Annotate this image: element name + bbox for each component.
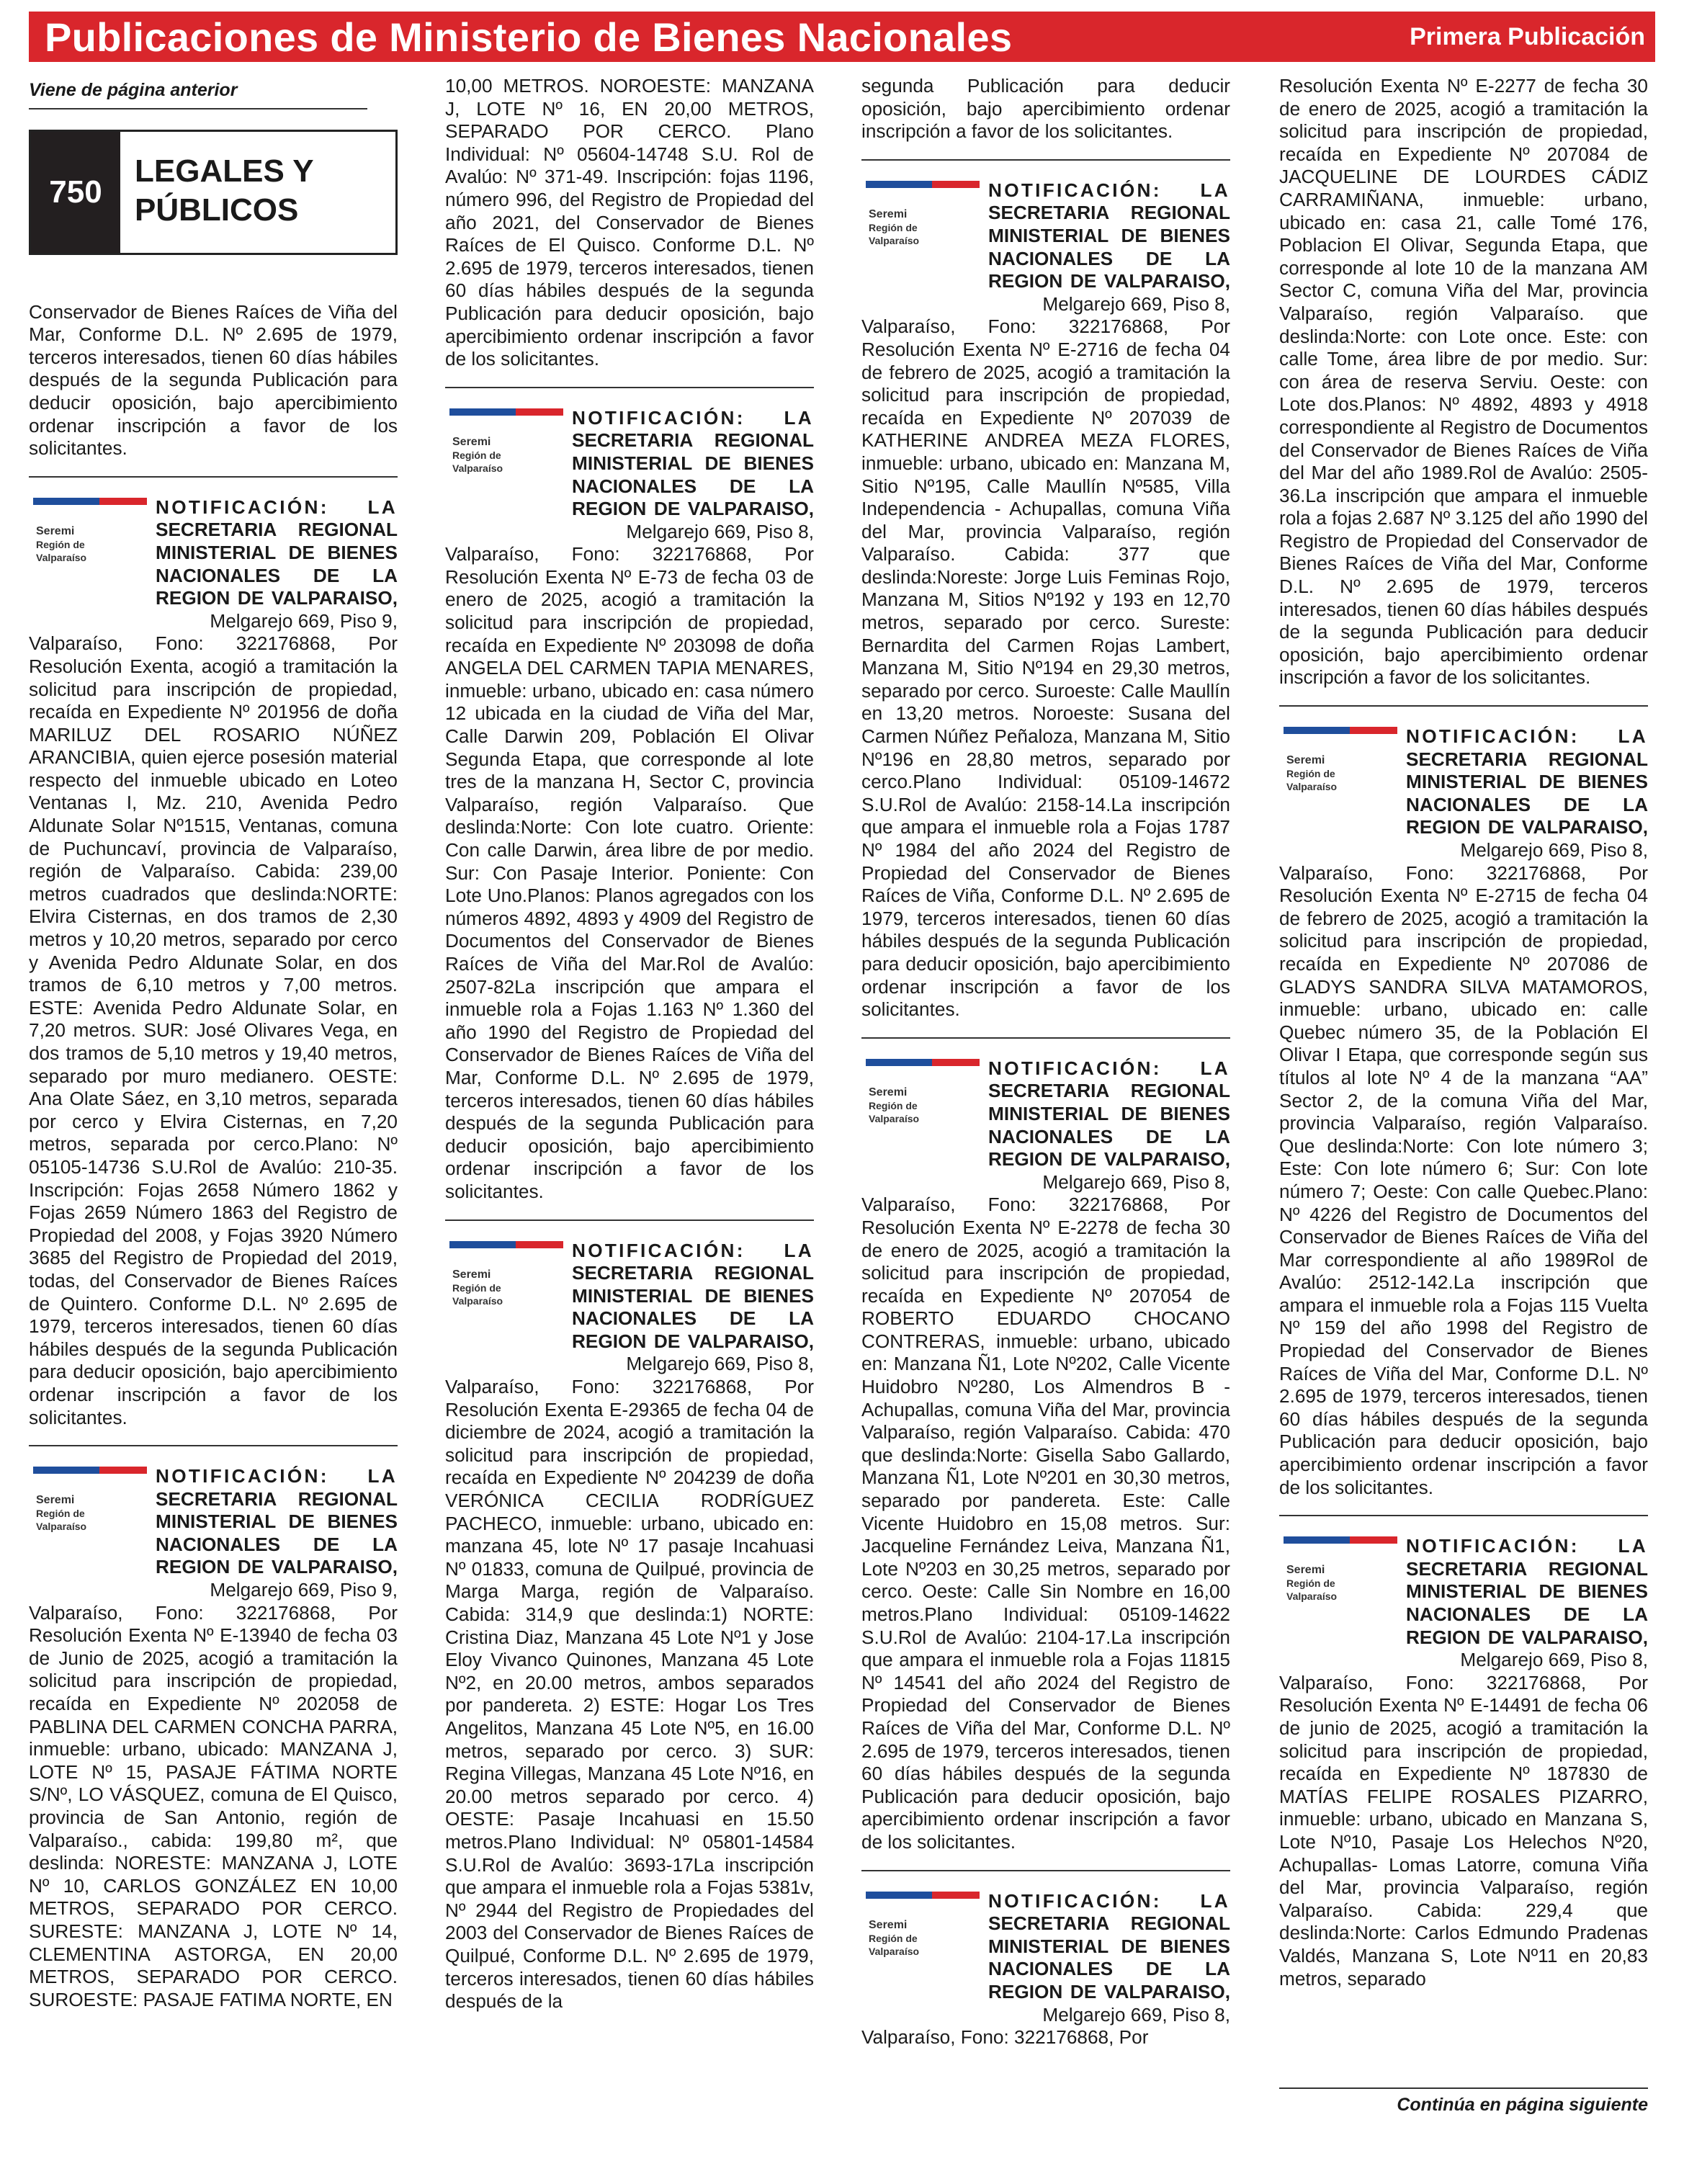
section-name-line-1: LEGALES Y bbox=[135, 153, 314, 189]
logo-text-line: Seremi bbox=[869, 207, 908, 220]
seremi-logo bbox=[1279, 1535, 1406, 1644]
seremi-logo bbox=[861, 1057, 988, 1167]
notice-address: Melgarejo 669, Piso 9, bbox=[210, 1579, 398, 1601]
section-box bbox=[29, 130, 398, 255]
continued-text: Resolución Exenta Nº E-2277 de fecha 30 de enero de 2025, acogió a tramitación la solicitud para inscripción de propiedad, recaída en Expediente Nº 207084 de JACQUELINE DE LOURDES CÁDIZ CARRAMIÑANA, inmueble: urbano, ubicado en: casa 21, calle Tomé 176, Poblacion El Olivar, Segunda Etapa, que corresponde al lote 10 de la manzana AM Sector C, comuna Viña del Mar, provincia Valparaíso, región Valparaíso. que deslinda:Norte: con Lote once. Este: con calle Tome, área libre de por medio. Sur: con área de reserva Serviu. Oeste: con Lote dos.Planos: Nº 4892, 4893 y 4918 correspondiente al Registro de Documentos del Conservador de Bienes Raíces de Viña del Mar del año 1989.Rol de Avalúo: 2505-36.La inscripción que ampara el inmueble rola a fojas 2.687 Nº 3.125 del año 1990 del Registro de Propiedad del Conservador de Bienes Raíces de Viña del Mar, Conforme D.L. Nº 2.695 de 1979, terceros interesados, tienen 60 días hábiles después de la segunda Publicación para deducir oposición, bajo apercibimiento ordenar inscripción a favor de los solicitantes. bbox=[1279, 75, 1648, 689]
column-1 bbox=[29, 75, 398, 2157]
seremi-logo bbox=[29, 1465, 156, 1575]
logo-text-line: Seremi bbox=[36, 1494, 75, 1507]
notice-title: NOTIFICACIÓN: LA SECRETARIA REGIONAL MINISTERIAL DE BIENES NACIONALES DE LA REGION DE VALPARAISO, Melgarejo 669, Piso 8, bbox=[988, 179, 1230, 315]
notice bbox=[861, 179, 1230, 1021]
notice-body: Valparaíso, Fono: 322176868, Por Resolución Exenta Nº E-13940 de fecha 03 de Junio de 2025, acogió a tramitación la solicitud para inscripción de propiedad, recaída en Expediente Nº 202058 de PABLINA DEL CARMEN CONCHA PARRA, inmueble: urbano, ubicado: MANZANA J, LOTE Nº 15, PASAJE FÁTIMA NORTE S/Nº, LO VÁSQUEZ, comuna de El Quisco, provincia de San Antonio, región de Valparaíso., cabida: 199,80 m², que deslinda: NORESTE: MANZANA J, LOTE Nº 10, CARLOS GONZÁLEZ EN 10,00 METROS, SEPARADO POR CERCO. SURESTE: MANZANA J, LOTE Nº 14, CLEMENTINA ASTORGA, EN 20,00 METROS, SEPARADO POR CERCO. SUROESTE: PASAJE FATIMA NORTE, EN bbox=[29, 1601, 398, 2010]
chile-flag-stripe bbox=[1284, 727, 1397, 734]
notice-title: NOTIFICACIÓN: LA SECRETARIA REGIONAL MINISTERIAL DE BIENES NACIONALES DE LA REGION DE VALPARAISO, Melgarejo 669, Piso 8, bbox=[1406, 1535, 1648, 1671]
column-4 bbox=[1279, 75, 1648, 2157]
chile-flag-stripe bbox=[449, 408, 563, 416]
notice-address: Melgarejo 669, Piso 8, bbox=[626, 520, 814, 542]
intro-text: Conservador de Bienes Raíces de Viña del Mar, Conforme D.L. Nº 2.695 de 1979, terceros interesados, tienen 60 días hábiles después de la segunda Publicación para deducir oposición, bajo apercibimiento ordenar inscripción a favor de los solicitantes. bbox=[29, 300, 398, 460]
logo-text-line: Seremi bbox=[452, 435, 491, 448]
notice-address: Melgarejo 669, Piso 8, bbox=[1042, 292, 1230, 315]
separator bbox=[29, 476, 398, 478]
chile-flag-stripe bbox=[866, 181, 980, 188]
separator bbox=[861, 1870, 1230, 1871]
seremi-logo bbox=[861, 1890, 988, 2000]
separator bbox=[29, 1445, 398, 1446]
logo-text-line: Valparaíso bbox=[452, 462, 503, 474]
logo-text-line: Región de bbox=[869, 221, 918, 233]
chile-flag-stripe bbox=[33, 498, 147, 505]
notice-title: NOTIFICACIÓN: LA SECRETARIA REGIONAL MINISTERIAL DE BIENES NACIONALES DE LA REGION DE VALPARAISO, Melgarejo 669, Piso 8, bbox=[572, 406, 814, 542]
logo-text-line: Seremi bbox=[36, 524, 75, 537]
separator bbox=[861, 1037, 1230, 1039]
continued-on-note: Continúa en página siguiente bbox=[1279, 2087, 1648, 2116]
notice bbox=[29, 496, 398, 1429]
logo-text-line: Valparaíso bbox=[452, 1294, 503, 1307]
column-3 bbox=[861, 75, 1230, 2157]
chile-flag-stripe bbox=[866, 1059, 980, 1066]
chile-flag-stripe bbox=[1284, 1536, 1397, 1544]
publication-label: Primera Publicación bbox=[1410, 22, 1645, 50]
logo-text-line: Valparaíso bbox=[869, 234, 920, 246]
separator bbox=[1279, 705, 1648, 707]
logo-text-line: Valparaíso bbox=[36, 1521, 87, 1533]
seremi-logo bbox=[445, 407, 572, 516]
logo-text-line: Región de bbox=[36, 538, 85, 550]
notice-body: Valparaíso, Fono: 322176868, Por Resolución Exenta Nº E-73 de fecha 03 de enero de 2025, acogió a tramitación la solicitud para inscripción de propiedad, recaída en Expediente Nº 203098 de doña ANGELA DEL CARMEN TAPIA MENARES, inmueble: urbano, ubicado en: casa número 12 ubicada en la ciudad de Viña del Mar, Calle Darwin 209, Población El Olivar Segunda Etapa, que corresponde al lote tres de la manzana H, Sector C, provincia Valparaíso, región Valparaíso. Que deslinda:Norte: Con lote cuatro. Oriente: Con calle Darwin, área libre de por medio. Sur: Con Pasaje Interior. Poniente: Con Lote Uno.Planos: Planos agregados con los números 4892, 4893 y 4909 del Registro de Documentos del Conservador de Bienes Raíces de Viña del Mar.Rol de Avalúo: 2507-82La inscripción que ampara el inmueble rola a Fojas 1.163 Nº 1.360 del año 1990 del Registro de Propiedad del Conservador de Bienes Raíces de Viña del Mar, Conforme D.L. Nº 2.695 de 1979, terceros interesados, tienen 60 días hábiles después de la segunda Publicación para deducir oposición, bajo apercibimiento ordenar inscripción a favor de los solicitantes. bbox=[445, 543, 814, 1202]
notice-title: NOTIFICACIÓN: LA SECRETARIA REGIONAL MINISTERIAL DE BIENES NACIONALES DE LA REGION DE VALPARAISO, Melgarejo 669, Piso 9, bbox=[156, 1465, 398, 1601]
seremi-logo bbox=[861, 179, 988, 289]
separator bbox=[445, 1219, 814, 1221]
seremi-logo bbox=[445, 1240, 572, 1349]
notice-address: Melgarejo 669, Piso 8, bbox=[1460, 839, 1648, 861]
notice-body: Valparaíso, Fono: 322176868, Por Resolución Exenta Nº E-2716 de fecha 04 de febrero de 2025, acogió a tramitación la solicitud para inscripción de propiedad, recaída en Expediente Nº 207039 de KATHERINE ANDREA MEZA FLORES, inmueble: urbano, ubicado en: Manzana M, Sitio Nº195, Calle Maullín Nº585, Villa Independencia - Achupallas, comuna Viña del Mar, provincia Valparaíso, región Valparaíso. Cabida: 377 que deslinda:Noreste: Jorge Luis Feminas Rojo, Manzana M, Sitios Nº192 y 193 en 12,70 metros, separado por cerco. Sureste: Bernardita del Carmen Rojas Lambert, Manzana M, Sitio Nº194 en 29,30 metros, separado por cerco. Suroeste: Calle Maullín en 13,20 metros. Noroeste: Susana del Carmen Núñez Peñaloza, Manzana M, Sitio Nº196 en 28,80 metros, separado por cerco.Plano Individual: 05109-14672 S.U.Rol de Avalúo: 2158-14.La inscripción que ampara el inmueble rola a Fojas 1787 Nº 1984 del año 2024 del Registro de Propiedad del Conservador de Bienes Raíces de Viña, Conforme D.L. Nº 2.695 de 1979, terceros interesados, tienen 60 días hábiles después de la segunda Publicación para deducir oposición, bajo apercibimiento ordenar inscripción a favor de los solicitantes. bbox=[861, 315, 1230, 1021]
chile-flag-stripe bbox=[449, 1241, 563, 1248]
logo-text-line: Región de bbox=[869, 1932, 918, 1944]
notice-body: Valparaíso, Fono: 322176868, Por Resolución Exenta Nº E-14491 de fecha 06 de junio de 2025, acogió a tramitación la solicitud para inscripción de propiedad, recaída en Expediente Nº 187830 de MATÍAS FELIPE ROSALES PIZARRO, inmueble: urbano, ubicado en Manzana S, Lote Nº10, Pasaje Los Helechos Nº20, Achupallas- Lomas Latorre, comuna Viña del Mar, provincia Valparaíso, región Valparaíso. Cabida: 229,4 que deslinda:Norte: Carlos Edmundo Pradenas Valdés, Manzana S, Lote Nº11 en 20,83 metros, separado bbox=[1279, 1671, 1648, 1990]
logo-text-line: Seremi bbox=[452, 1268, 491, 1281]
logo-text-line: Seremi bbox=[1286, 1564, 1325, 1577]
notice-address: Melgarejo 669, Piso 8, bbox=[626, 1353, 814, 1375]
logo-text-line: Región de bbox=[36, 1508, 85, 1520]
notice-address: Melgarejo 669, Piso 9, bbox=[210, 609, 398, 632]
column-2 bbox=[445, 75, 814, 2157]
logo-text-line: Región de bbox=[452, 449, 501, 461]
notice-title: NOTIFICACIÓN: LA SECRETARIA REGIONAL MINISTERIAL DE BIENES NACIONALES DE LA REGION DE VALPARAISO, Melgarejo 669, Piso 8, bbox=[988, 1889, 1230, 2026]
logo-text-line: Región de bbox=[1286, 1577, 1335, 1590]
logo-text-line: Valparaíso bbox=[869, 1945, 920, 1957]
notice bbox=[29, 1465, 398, 2011]
logo-text-line: Valparaíso bbox=[1286, 1590, 1338, 1603]
notice-body: Valparaíso, Fono: 322176868, Por Resolución Exenta Nº E-2715 de fecha 04 de febrero de 2025, acogió a tramitación la solicitud para inscripción de propiedad, recaída en Expediente Nº 207086 de GLADYS SANDRA SILVA MATAMOROS, inmueble: urbano, ubicado en: calle Quebec número 35, de la Población El Olivar I Etapa, que corresponde según sus títulos al lote Nº 4 de la manzana “AA” Sector 2, de la comuna Viña del Mar, provincia Valparaíso, región Valparaíso. Que deslinda:Norte: Con lote número 3; Este: Con lote número 6; Sur: Con lote número 7; Oeste: Con calle Quebec.Plano: Nº 4226 del Registro de Documentos del Conservador de Bienes Raíces de Viña del Mar correspondiente al año 1989Rol de Avalúo: 2512-142.La inscripción que ampara el inmueble rola a Fojas 115 Vuelta Nº 159 del año 1998 del Registro de Propiedad del Conservador de Bienes Raíces de Viña del Mar, Conforme D.L. Nº 2.695 de 1979, terceros interesados, tienen 60 días hábiles después de la segunda Publicación para deducir oposición, bajo apercibimiento ordenar inscripción a favor de los solicitantes. bbox=[1279, 861, 1648, 1498]
logo-text-line: Valparaíso bbox=[1286, 781, 1338, 793]
logo-text-line: Valparaíso bbox=[36, 551, 87, 563]
logo-text-line: Seremi bbox=[1286, 754, 1325, 767]
logo-text-line: Región de bbox=[1286, 768, 1335, 780]
notice-title: NOTIFICACIÓN: LA SECRETARIA REGIONAL MINISTERIAL DE BIENES NACIONALES DE LA REGION DE VALPARAISO, Melgarejo 669, Piso 8, bbox=[988, 1057, 1230, 1193]
notice-body: Valparaíso, Fono: 322176868, Por Resolución Exenta, acogió a tramitación la solicitud para inscripción de propiedad, recaída en Expediente Nº 201956 de doña MARILUZ DEL ROSARIO NÚÑEZ ARANCIBIA, quien ejerce posesión material respecto del inmueble ubicado en Loteo Ventanas I, Mz. 210, Avenida Pedro Aldunate Solar Nº1515, Ventanas, comuna de Puchuncaví, provincia de Valparaíso, región de Valparaíso. Cabida: 239,00 metros cuadrados que deslinda:NORTE: Elvira Cisternas, en dos tramos de 2,30 metros y 10,20 metros, separado por cerco y Avenida Pedro Aldunate Solar, en dos tramos de 6,10 metros y 7,00 metros. ESTE: Avenida Pedro Aldunate Solar, en 7,20 metros. SUR: José Olivares Vega, en dos tramos de 5,10 metros y 19,40 metros, separado por muro medianero. OESTE: Ana Olate Sáez, en 3,10 metros, separada por cerco y Elvira Cisternas, en 7,20 metros, separada por cerco.Plano: Nº 05105-14736 S.U.Rol de Avalúo: 210-35. Inscripción: Fojas 2658 Número 1862 y Fojas 2659 Número 1863 del Registro de Propiedad del 2008, y Fojas 3920 Número 3685 del Registro de Propiedad del 2019, todas, del Conservador de Bienes Raíces de Quintero. Conforme D.L. Nº 2.695 de 1979, terceros interesados, tienen 60 días hábiles después de la segunda Publicación para deducir oposición, bajo apercibimiento ordenar inscripción a favor de los solicitantes. bbox=[29, 632, 398, 1428]
notice-body: Valparaíso, Fono: 322176868, Por Resolución Exenta Nº E-2278 de fecha 30 de enero de 2025, acogió a tramitación la solicitud para inscripción de propiedad, recaída en Expediente Nº 207054 de ROBERTO EDUARDO CHOCANO CONTRERAS, inmueble: urbano, ubicado en: Manzana Ñ1, Lote Nº202, Calle Vicente Huidobro Nº280, Los Almendros B - Achupallas, comuna Viña del Mar, provincia Valparaíso, región Valparaíso. Cabida: 470 que deslinda:Norte: Gisella Sabo Gallardo, Manzana Ñ1, Lote Nº201 en 30,30 metros, separado por pandereta. Este: Calle Vicente Huidobro en 15,08 metros. Sur: Jacqueline Fernández Leiva, Manzana Ñ1, Lote Nº203 en 30,25 metros, separado por cerco. Oeste: Calle Sin Nombre en 16,00 metros.Plano Individual: 05109-14622 S.U.Rol de Avalúo: 2104-17.La inscripción que ampara el inmueble rola a Fojas 11815 Nº 14541 del año 2024 del Registro de Propiedad del Conservador de Bienes Raíces de Viña del Mar, Conforme D.L. Nº 2.695 de 1979, terceros interesados, tienen 60 días hábiles después de la segunda Publicación para deducir oposición, bajo apercibimiento ordenar inscripción a favor de los solicitantes. bbox=[861, 1194, 1230, 1853]
separator bbox=[445, 387, 814, 388]
notice bbox=[861, 1057, 1230, 1854]
continued-from-note: Viene de página anterior bbox=[29, 79, 367, 109]
notice bbox=[445, 407, 814, 1204]
logo-text-line: Valparaíso bbox=[869, 1112, 920, 1124]
notice-address: Melgarejo 669, Piso 8, bbox=[1460, 1649, 1648, 1671]
notice bbox=[445, 1240, 814, 2013]
seremi-logo bbox=[1279, 725, 1406, 835]
logo-text-line: Seremi bbox=[869, 1918, 908, 1931]
notice bbox=[1279, 1535, 1648, 1990]
notice-title: NOTIFICACIÓN: LA SECRETARIA REGIONAL MINISTERIAL DE BIENES NACIONALES DE LA REGION DE VALPARAISO, Melgarejo 669, Piso 8, bbox=[1406, 725, 1648, 861]
page-banner bbox=[29, 12, 1655, 62]
separator bbox=[1279, 1515, 1648, 1516]
separator bbox=[861, 159, 1230, 161]
section-name bbox=[120, 132, 395, 253]
notice-address: Melgarejo 669, Piso 8, bbox=[1042, 2003, 1230, 2026]
notice-title: NOTIFICACIÓN: LA SECRETARIA REGIONAL MINISTERIAL DE BIENES NACIONALES DE LA REGION DE VALPARAISO, Melgarejo 669, Piso 8, bbox=[572, 1239, 814, 1375]
page-title: Publicaciones de Ministerio de Bienes Nacionales bbox=[45, 14, 1013, 60]
continued-text: 10,00 METROS. NOROESTE: MANZANA J, LOTE Nº 16, EN 20,00 METROS, SEPARADO POR CERCO. Plano Individual: Nº 05604-14748 S.U. Rol de Avalúo: Nº 371-49. Inscripción: fojas 1196, número 996, del Registro de Propiedad del año 2021, del Conservador de Bienes Raíces de El Quisco. Conforme D.L. Nº 2.695 de 1979, terceros interesados, tienen 60 días hábiles después de la segunda Publicación para deducir oposición, bajo apercibimiento ordenar inscripción a favor de los solicitantes. bbox=[445, 75, 814, 370]
section-number: 750 bbox=[31, 132, 120, 253]
chile-flag-stripe bbox=[33, 1467, 147, 1474]
notice-address: Melgarejo 669, Piso 8, bbox=[1042, 1171, 1230, 1193]
notice-body: Valparaíso, Fono: 322176868, Por Resolución Exenta E-29365 de fecha 04 de diciembre de 2024, acogió a tramitación la solicitud para inscripción de propiedad, recaída en Expediente Nº 204239 de doña VERÓNICA CECILIA RODRÍGUEZ PACHECO, inmueble: urbano, ubicado en: manzana 45, lote Nº 17 pasaje Incahuasi Nº 01833, comuna de Quilpué, provincia de Marga Marga, región de Valparaíso. Cabida: 314,9 que deslinda:1) NORTE: Cristina Diaz, Manzana 45 Lote Nº1 y Jose Eloy Vivanco Quinones, Manzana 45 Lote Nº2, en 20.00 metros, ambos separados por pandereta. 2) ESTE: Hogar Los Tres Angelitos, Manzana 45 Lote Nº5, en 16.00 metros, separado por cerco. 3) SUR: Regina Villegas, Manzana 45 Lote Nº16, en 20.00 metros separado por cerco. 4) OESTE: Pasaje Incahuasi en 15.50 metros.Plano Individual: Nº 05801-14584 S.U.Rol de Avalúo: 3693-17La inscripción que ampara el inmueble rola a Fojas 5381v, Nº 2944 del Registro de Propiedades del 2003 del Conservador de Bienes Raíces de Quilpué, Conforme D.L. Nº 2.695 de 1979, terceros interesados, tienen 60 días hábiles después de la bbox=[445, 1376, 814, 2013]
continued-text: segunda Publicación para deducir oposición, bajo apercibimiento ordenar inscripción a favor de los solicitantes. bbox=[861, 75, 1230, 143]
section-name-line-2: PÚBLICOS bbox=[135, 192, 299, 228]
logo-text-line: Región de bbox=[452, 1281, 501, 1294]
logo-text-line: Región de bbox=[869, 1099, 918, 1111]
seremi-logo bbox=[29, 496, 156, 606]
notice bbox=[1279, 725, 1648, 1499]
notice-body: Valparaíso, Fono: 322176868, Por bbox=[861, 2026, 1149, 2049]
notice-title: NOTIFICACIÓN: LA SECRETARIA REGIONAL MINISTERIAL DE BIENES NACIONALES DE LA REGION DE VALPARAISO, Melgarejo 669, Piso 9, bbox=[156, 496, 398, 632]
logo-text-line: Seremi bbox=[869, 1086, 908, 1098]
chile-flag-stripe bbox=[866, 1892, 980, 1899]
notice bbox=[861, 1890, 1230, 2049]
